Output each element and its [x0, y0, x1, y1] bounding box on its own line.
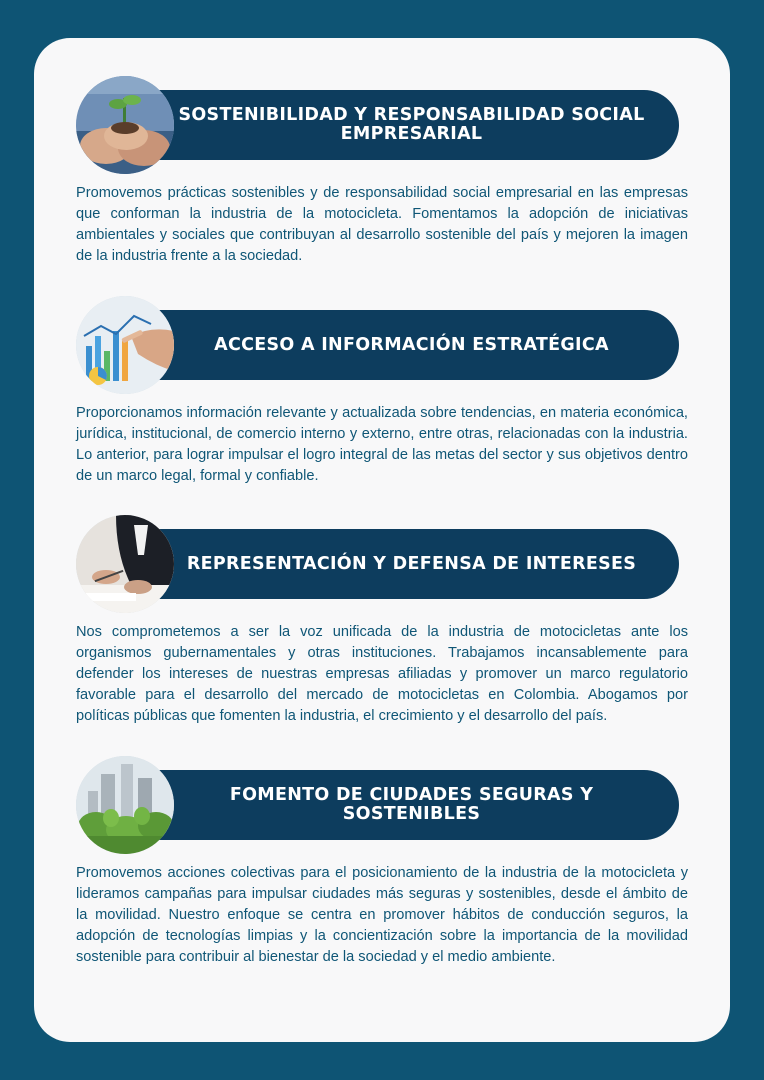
section-title: SOSTENIBILIDAD Y RESPONSABILIDAD SOCIAL EMPRESARIAL: [178, 105, 645, 144]
green-city-photo: [76, 756, 174, 854]
section-banner: [124, 770, 679, 840]
section-banner: [124, 529, 679, 599]
business-meeting-photo: [76, 515, 174, 613]
section-text: Nos comprometemos a ser la voz unificada de la industria de motocicletas ante los organismos gubernamentales y otras instituciones. Trabajamos incansablemente para defender los intereses de nuestras empresas afiliadas y promover un marco regulatorio favorable para el desarrollo del mercado de motocicletas en Colombia. Abogamos por políticas públicas que fomenten la industria, el crecimiento y el desarrollo del país.: [76, 624, 688, 724]
section-text: Promovemos prácticas sostenibles y de responsabilidad social empresarial en las empresas que conforman la industria de la motocicleta. Fomentamos la adopción de iniciativas ambientales y sociales que contribuyan al desarrollo sostenible del país y mejoren la imagen de la industria frente a la sociedad.: [76, 185, 688, 264]
charts-hand-photo: [76, 296, 174, 394]
hands-plant-photo: [76, 76, 174, 174]
content-card: [34, 38, 730, 1042]
section-banner: [124, 310, 679, 380]
section-banner: [124, 90, 679, 160]
section-text: Promovemos acciones colectivas para el posicionamiento de la industria de la motocicleta y lideramos campañas para impulsar ciudades más seguras y sostenibles, desde el ámbito de la movilidad. Nuestro enfoque se centra en promover hábitos de conducción seguros, la adopción de tecnologías limpias y la concientización sobre la importancia de la movilidad sostenible para contribuir al bienestar de la sociedad y el medio ambiente.: [76, 865, 688, 965]
section-title: ACCESO A INFORMACIÓN ESTRATÉGICA: [214, 334, 609, 355]
section-text: Proporcionamos información relevante y actualizada sobre tendencias, en materia económica, jurídica, institucional, de comercio interno y externo, entre otras, relacionadas con la industria. Lo anterior, para lograr impulsar el logro integral de las metas del sector y sus objetivos dentro de un marco legal, formal y confiable.: [76, 405, 688, 484]
section-title: REPRESENTACIÓN Y DEFENSA DE INTERESES: [186, 553, 637, 574]
section-title: FOMENTO DE CIUDADES SEGURAS Y SOSTENIBLES: [229, 785, 594, 824]
